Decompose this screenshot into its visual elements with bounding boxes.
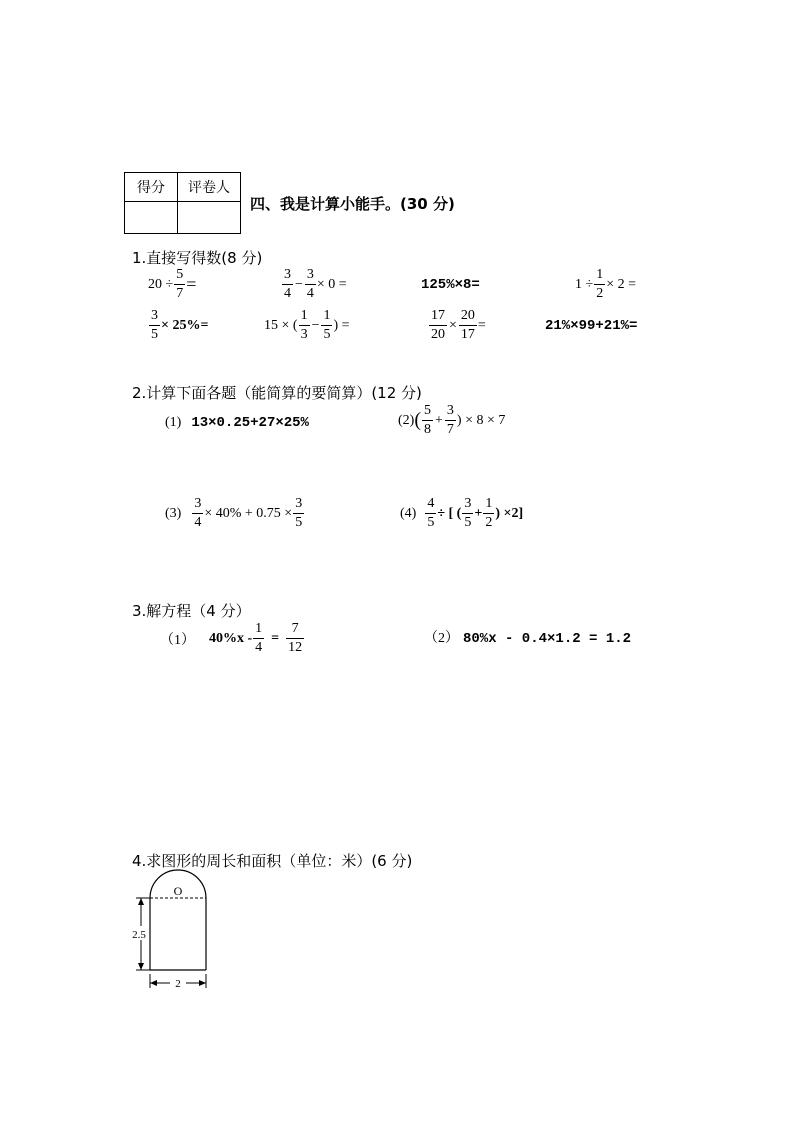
- q3-title: 3.解方程（4 分）: [132, 602, 251, 620]
- q1-title: 1.直接写得数(8 分): [132, 249, 263, 267]
- q4-title: 4.求图形的周长和面积（单位：米）(6 分): [132, 852, 413, 870]
- q2-title: 2.计算下面各题（能简算的要简算）(12 分): [132, 384, 422, 402]
- q3-part-1: （1） 40%x - $\frac{1}{4}$ = $\frac{7}{12}$: [160, 621, 303, 655]
- height-label: 2.5: [132, 929, 146, 941]
- q3-part-2: （2） 80%x - 0.4×1.2 = 1.2: [424, 631, 632, 647]
- q1-item-7: $\frac{17}{20}$ × $\frac{20}{17}$ =: [431, 308, 486, 342]
- score-cell[interactable]: [125, 202, 178, 234]
- q2-part-1: (1) 13×0.25+27×25%: [165, 415, 309, 431]
- q2-part-2: (2) ( $\frac{5}{8}$ + $\frac{3}{7}$ ) × 8 × 7: [398, 403, 506, 437]
- q2-part-3: (3) $\frac{3}{4}$ × 40% + 0.75 × $\frac{3}{5}$: [165, 496, 303, 530]
- q1-item-2: $\frac{3}{4}$ − $\frac{3}{4}$ × 0 =: [284, 267, 347, 301]
- grader-cell[interactable]: [178, 202, 241, 234]
- q2-part-4: (4) $\frac{4}{5}$ ÷ [ ( $\frac{3}{5}$ + $\frac{1}{2}$ ) ×2]: [400, 496, 524, 530]
- q1-item-1: 20 ÷ $\frac{5}{7}$ =: [148, 267, 197, 301]
- section-title: 四、我是计算小能手。(30 分): [250, 195, 455, 213]
- score-box: [124, 172, 241, 234]
- score-header: 得分: [125, 173, 178, 202]
- grader-header: 评卷人: [178, 173, 241, 202]
- arch-figure: [128, 868, 218, 990]
- q1-item-3: 125%×8=: [421, 277, 480, 293]
- q1-item-8: 21%×99+21%=: [545, 318, 638, 334]
- q1-item-5: $\frac{3}{5}$ × 25%=: [151, 308, 209, 342]
- center-label: O: [173, 884, 183, 898]
- q1-item-4: 1 ÷ $\frac{1}{2}$ × 2 =: [575, 267, 636, 301]
- width-label: 2: [175, 978, 181, 990]
- q1-item-6: 15 × ( $\frac{1}{3}$ − $\frac{1}{5}$ ) =: [264, 308, 350, 342]
